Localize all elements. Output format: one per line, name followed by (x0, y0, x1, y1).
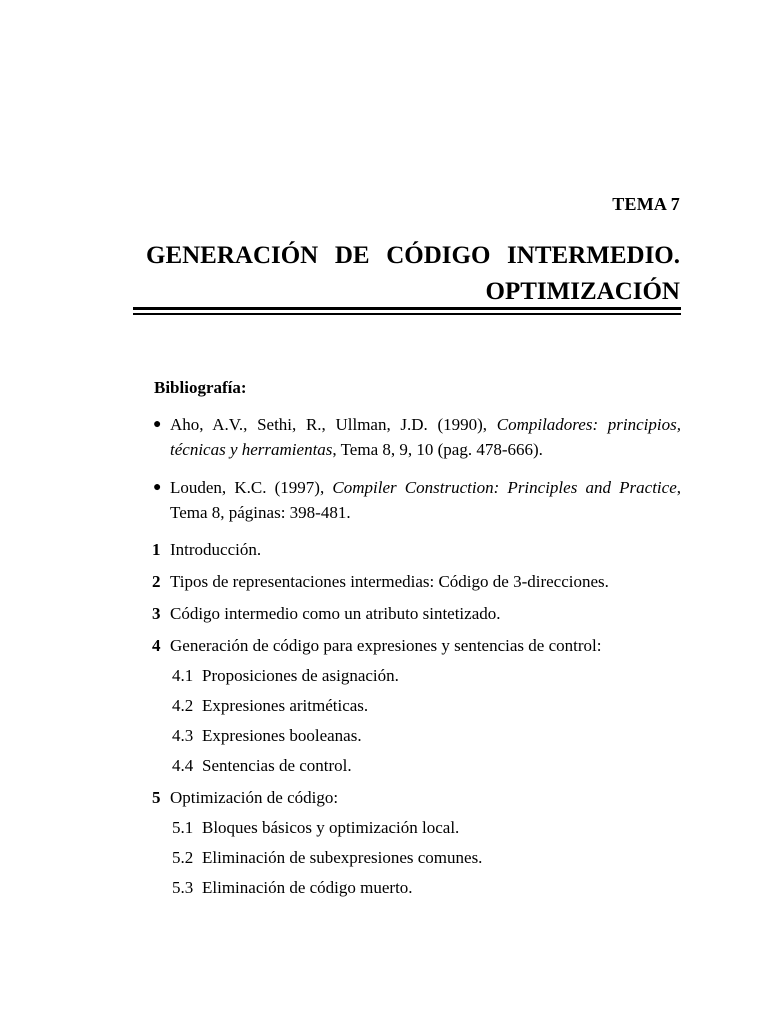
bullet-icon: ● (153, 480, 162, 495)
toc-subsection-label: Sentencias de control. (202, 756, 352, 775)
toc-section-number: 5 (152, 788, 161, 807)
toc-section-label: Introducción. (170, 540, 262, 559)
toc-subsections-5 (152, 816, 692, 900)
chapter-label: TEMA 7 (612, 194, 680, 214)
bibliography-heading: Bibliografía: (154, 378, 247, 397)
toc-subsection (172, 664, 692, 688)
bibliography-title: Compiladores: principios, técnicas y herramientas (170, 415, 681, 459)
toc-section-number: 2 (152, 572, 161, 591)
toc-subsection-label: Expresiones aritméticas. (202, 696, 369, 715)
toc-subsection-number: 5.1 (172, 818, 194, 837)
toc-section-number: 4 (152, 636, 161, 655)
toc-subsection-number: 5.3 (172, 878, 194, 897)
toc-section-number: 3 (152, 604, 161, 623)
toc-section-3 (152, 602, 692, 626)
bibliography-title: Compiler Construction: Principles and Practice (332, 478, 677, 497)
toc-subsection (172, 846, 692, 870)
toc-section-4 (152, 634, 692, 658)
title-rule-thick (133, 307, 681, 310)
toc-subsection-number: 4.1 (172, 666, 194, 685)
toc-subsection-label: Eliminación de subexpresiones comunes. (202, 848, 483, 867)
toc-subsection-label: Eliminación de código muerto. (202, 878, 413, 897)
toc-subsection (172, 724, 692, 748)
toc-subsection (172, 694, 692, 718)
toc-subsection-number: 4.3 (172, 726, 194, 745)
toc-subsection (172, 816, 692, 840)
bullet-icon: ● (153, 417, 162, 432)
toc-section-label: Generación de código para expresiones y sentencias de control: (170, 636, 602, 655)
title-rule-thin (133, 313, 681, 315)
bibliography-authors: Louden, K.C. (1997), (170, 478, 333, 497)
toc-section-label: Tipos de representaciones intermedias: Código de 3-direcciones. (170, 572, 609, 591)
table-of-contents (152, 538, 692, 908)
toc-subsection-label: Bloques básicos y optimización local. (202, 818, 460, 837)
chapter-title-line-2: OPTIMIZACIÓN (485, 278, 680, 305)
toc-section-number: 1 (152, 540, 161, 559)
bibliography-item (152, 476, 681, 525)
toc-subsection-number: 4.4 (172, 756, 194, 775)
bibliography-list (152, 413, 681, 539)
toc-subsection (172, 876, 692, 900)
toc-subsection-label: Expresiones booleanas. (202, 726, 362, 745)
bibliography-details: , Tema 8, páginas: 398-481. (170, 478, 681, 522)
chapter-title-line-1: GENERACIÓN DE CÓDIGO INTERMEDIO. (146, 242, 680, 269)
bibliography-details: , Tema 8, 9, 10 (pag. 478-666). (332, 439, 543, 459)
toc-section-1 (152, 538, 692, 562)
toc-subsections-4 (152, 664, 692, 778)
toc-section-5 (152, 786, 692, 810)
toc-subsection (172, 754, 692, 778)
toc-section-label: Código intermedio como un atributo sintetizado. (170, 604, 501, 623)
toc-subsection-number: 5.2 (172, 848, 194, 867)
toc-subsection-label: Proposiciones de asignación. (202, 666, 399, 685)
bibliography-authors: Aho, A.V., Sethi, R., Ullman, J.D. (1990), (170, 415, 497, 434)
chapter-title (146, 238, 680, 310)
bibliography-item (152, 413, 681, 462)
toc-subsection-number: 4.2 (172, 696, 194, 715)
toc-section-label: Optimización de código: (170, 788, 339, 807)
toc-section-2 (152, 570, 692, 594)
